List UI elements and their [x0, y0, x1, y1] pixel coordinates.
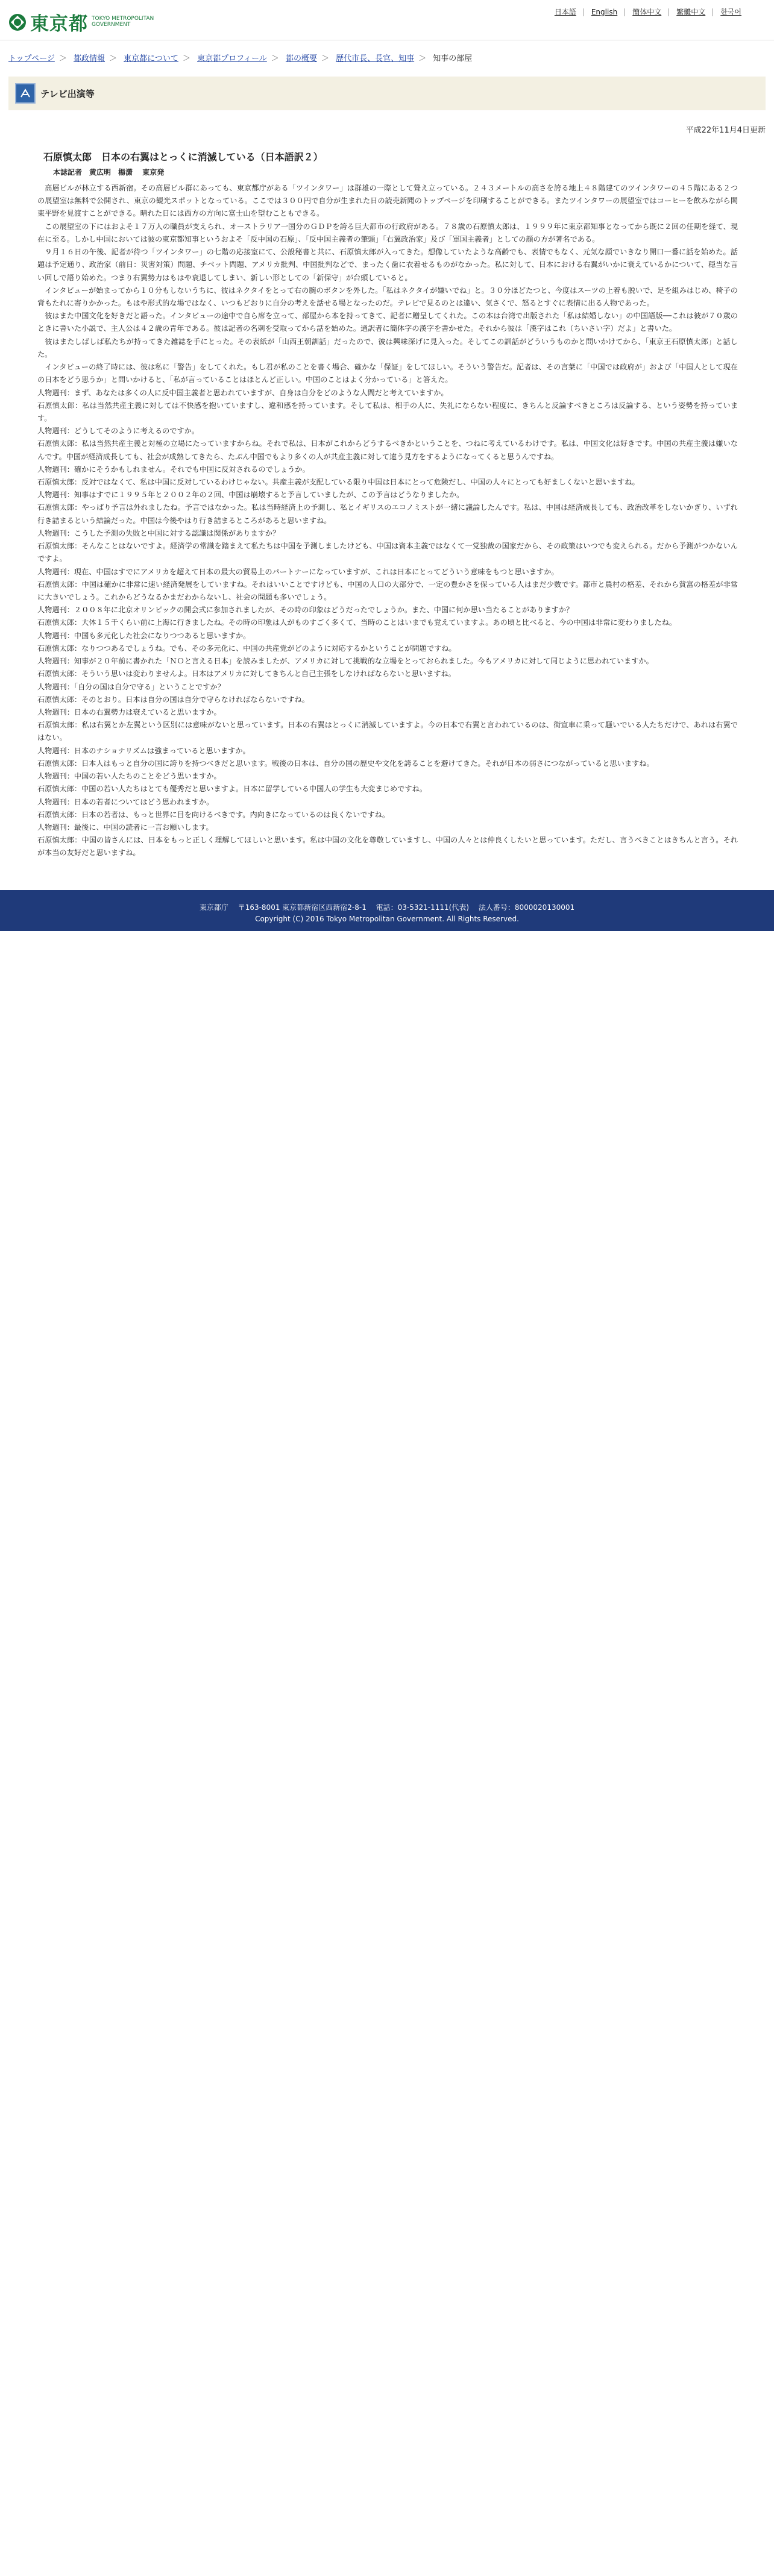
lang-link-korean[interactable]: 한국어 [720, 8, 741, 16]
article-byline-reporters: 本誌記者 黄広明 楊潇 [53, 168, 133, 177]
logo-text: 東京都 [30, 13, 88, 35]
site-footer [0, 890, 774, 931]
article-paragraph: 彼はまた中国文化を好きだと語った。インタビューの途中で自ら席を立って、部屋から本を持ってきて、記者に贈呈してくれた。この本は台湾で出版された「私は結婚しない」の中国語版──これは彼が７０歳のときに書いた小説で、主人公は４２歳の青年である。彼は記者の名刺を受取ってから話を始めた。通訳者に簡体字の漢字を書かせた。それから彼は「漢字はこれ（ちいさい字）だよ」と書いた。 [37, 312, 738, 333]
article-paragraph: ９月１６日の午後、記者が待つ「ツインタワー」の七階の応接室にて、公設秘書と共に、石原慎太郎が入ってきた。想像していたような高齢でも、表情でもなく、元気な顔でいきなり開口一番に話を始めた。話題は予定通り、政治家（前日：災害対策）問題、チベット問題、アメリカ批判、中国批判などで、まったく歯に衣着せるものがなかった。私に対して、日本における右翼がいかに衰えているかについて、穏当な言い回しで語り始めた。つまり右翼勢力はもはや衰退してしまい、新しい形としての「新保守」が台頭していると。 [37, 248, 738, 282]
article-paragraph: 人物週刊：「自分の国は自分で守る」ということですか？ [37, 682, 225, 691]
breadcrumb-item[interactable]: 都政情報 [74, 54, 105, 63]
tokyo-emblem-icon [8, 13, 27, 31]
breadcrumb-item[interactable]: 都の概要 [285, 54, 317, 63]
article-title: 石原慎太郎 日本の右翼はとっくに消滅している（日本語訳２） [43, 151, 323, 163]
article-paragraph: 人物週刊：確かにそうかもしれません。それでも中国に反対されるのでしょうか。 [37, 465, 310, 474]
footer-org: 東京都庁 [199, 903, 228, 912]
article-paragraph: 石原慎太郎：やっぱり予言は外れましたね。予言ではなかった。私は当時経済上の予測し、私とイギリスのエコノミストが一緒に議論したんです。私は、中国は経済成長しても、政治改革をしないかぎり、いずれ行き詰まるという結論だった。中国は今後やはり行き詰まるところがあると思いますね。 [37, 503, 738, 525]
article-paragraph: 人物週刊：日本のナショナリズムは強まっていると思いますか。 [37, 746, 250, 755]
article-paragraph: 石原慎太郎：中国の若い人たちはとても優秀だと思いますよ。日本に留学している中国人の学生も大変まじめですね。 [37, 785, 427, 794]
footer-copyright: Copyright (C) 2016 Tokyo Metropolitan Government. All Rights Reserved. [255, 914, 519, 923]
article-byline-location: 東京発 [142, 168, 165, 177]
section-title: テレビ出演等 [40, 88, 95, 99]
article [0, 142, 774, 878]
language-nav [547, 8, 749, 16]
article-paragraph: 人物週刊：こうした予測の失敗と中国に対する認識は関係がありますか？ [37, 528, 280, 537]
article-paragraph: 人物週刊：中国の若い人たちのことをどう思いますか。 [37, 772, 221, 781]
article-paragraph: インタビューが始まってから１０分もしないうちに、彼はネクタイをとって右の腕のボタンを外した。「私はネクタイが嫌いでね」と。３０分ほどたつと、今度はスーツの上着も脱いで、足を組みはじめ、椅子の背もたれに寄りかかった。もはや形式的な場ではなく、いつもどおりに自分の考えを話せる場となったのだ。テレビで見るのとは違い、気さくで、怒るとすぐに表情に出る人物であった。 [37, 286, 738, 307]
article-paragraph: 人物週刊：２００８年に北京オリンピックの開会式に参加されましたが、その時の印象はどうだったでしょうか。また、中国に何か思い当たることがありますか？ [37, 606, 574, 615]
logo-en-line2: GOVERNMENT [92, 21, 131, 28]
lang-link-japanese[interactable]: 日本語 [547, 8, 584, 16]
article-paragraph: 人物週刊：日本の若者についてはどう思われますか。 [37, 797, 214, 806]
breadcrumb-item[interactable]: トップページ [8, 54, 55, 63]
article-paragraph: 石原慎太郎：反対ではなくて、私は中国に反対しているわけじゃない。共産主義が支配している限り中国は日本にとって危険だし、中国の人々にとっても好ましくないと思いますね。 [37, 478, 640, 487]
lang-link-simplified-chinese[interactable]: 簡体中文 [625, 8, 669, 16]
breadcrumb: トップページ ＞ 都政情報 ＞ 東京都について ＞ 東京都プロフィール ＞ 都の概要 ＞ 歴代市長、長官、知事 ＞ 知事の部屋 [8, 54, 473, 63]
article-paragraph: 人物週刊：中国も多元化した社会になりつつあると思いますか。 [37, 631, 251, 640]
lang-link-traditional-chinese[interactable]: 繁體中文 [669, 8, 713, 16]
breadcrumb-item[interactable]: 歴代市長、長官、知事 [336, 54, 415, 63]
article-paragraph: 高層ビルが林立する西新宿。その高層ビル群にあっても、東京都庁がある「ツインタワー」は群雄の一際として聳え立っている。２４３メートルの高さを誇る地上４８階建てのツインタワーの４５階にある２つの展望室は無料で公開され、東京の観光スポットとなっている。ここでは３００円で自分が生まれた日の読売新聞のトップページを印刷することができる。またツインタワーの展望室ではコーヒーを飲みながら関東平野を見渡すことができる。晴れた日には西方の方向に富士山を望むこともできる。 [37, 184, 738, 218]
article-byline [53, 167, 738, 177]
article-paragraph: 人物週刊：どうしてそのように考えるのですか。 [37, 427, 200, 436]
article-paragraph: この展望室の下にはおよそ１７万人の職員が支えられ、オーストラリア一国分のＧＤＰを誇る巨大都市の行政府がある。７８歳の石原慎太郎は、１９９９年に東京都知事となってから既に２回の任期を経て、現在に至る。しかし中国においては彼の東京都知事というおよそ「反中国の石原」、「反中国主義者の筆頭」「右翼政治家」及び「軍国主義者」としての顔の方が著名である。 [37, 222, 738, 243]
update-date: 平成22年11月4日更新 [685, 126, 766, 135]
article-paragraph: 石原慎太郎：日本の若者は、もっと世界に目を向けるべきです。内向きになっているのは良くないですね。 [37, 810, 390, 819]
breadcrumb-item[interactable]: 東京都について [124, 54, 178, 63]
article-paragraph: 人物週刊：知事が２０年前に書かれた「ＮＯと言える日本」を読みましたが、アメリカに対して挑戦的な立場をとっておられました。今もアメリカに対して同じように思われていますか。 [37, 657, 653, 666]
article-paragraph: インタビューの終了時には、彼は私に「警告」をしてくれた。もし君が私のことを書く場合、確かな「保証」をしてほしい。そういう警告だ。記者は、その言葉に「中国では政府が」および「中国人として現在の日本をどう思うか」と問いかけると、「私が言っていることはほとんど正しい。中国のことはよく分かっている」と答えた。 [37, 363, 738, 384]
article-paragraph: 石原慎太郎：私は当然共産主義と対極の立場にたっていますからね。それで私は、日本がこれからどうするべきかということを、つねに考えているわけです。私は、中国文化は好きです。中国の共産主義は嫌いなんです。中国が経済成長しても、社会が成熟してきたら、たぶん中国でもより多くの人が共産主義に対して違う見方をするようになってくると思うんですね。 [37, 439, 738, 461]
article-paragraph: 石原慎太郎：大体１５千くらい前に上海に行きましたね。その時の印象は人がものすごく多くて、当時のことはいまでも覚えていますよ。あの頃と比べると、今の中国は非常に変わりましたね。 [37, 618, 677, 627]
site-header [0, 0, 774, 40]
article-paragraph: 人物週刊：日本の右翼勢力は衰えていると思いますか。 [37, 707, 221, 716]
tv-icon [15, 83, 36, 104]
article-paragraph: 石原慎太郎：そのとおり。日本は自分の国は自分で守らなければならないですね。 [37, 695, 309, 704]
article-paragraph: 人物週刊：最後に、中国の読者に一言お願いします。 [37, 823, 213, 832]
site-logo[interactable] [8, 8, 154, 36]
lang-link-english[interactable]: English [584, 8, 625, 16]
article-paragraph: 石原慎太郎：なりつつあるでしょうね。でも、その多元化に、中国の共産党がどのように対応するかということが問題ですね。 [37, 644, 456, 653]
article-body [37, 182, 738, 860]
footer-phone: 電話：03-5321-1111(代表) [376, 903, 470, 912]
footer-address: 〒163-8001 東京都新宿区西新宿2-8-1 [238, 903, 367, 912]
article-paragraph: 石原慎太郎：そういう思いは変わりませんよ。日本はアメリカに対してきちんと自己主張をしなければならないと思いますね。 [37, 669, 456, 678]
section-band [8, 77, 766, 110]
article-paragraph: 石原慎太郎：中国は確かに非常に速い経済発展をしていますね。それはいいことですけども、中国の人口の大部分で、一定の豊かさを保っている人はまだ少数です。都市と農村の格差、それから貧富の格差が非常に大きいでしょう。これからどうなるかまだわからないし、社会の問題も多いでしょう。 [37, 580, 738, 601]
article-paragraph: 彼はまたしばしば私たちが持ってきた雑誌を手にとった。その表紙が「山西王朝訓話」だったので、彼は興味深げに見入った。そしてこの訓話がどういうものかと問いかけてから、「東京王石原慎太郎」と話した。 [37, 337, 738, 359]
breadcrumb-item[interactable]: 東京都プロフィール [197, 54, 267, 63]
logo-en-line1: TOKYO METROPOLITAN [92, 15, 154, 22]
article-paragraph: 石原慎太郎：私は右翼とか左翼という区別には意味がないと思っています。日本の右翼はとっくに消滅していますよ。今の日本で右翼と言われているのは、街宣車に乗って騒いでいる人たちだけで、あれは右翼ではない。 [37, 721, 738, 742]
article-paragraph: 石原慎太郎：私は当然共産主義に対しては不快感を抱いていますし、違和感を持っています。そして私は、相手の人に、失礼にならない程度に、きちんと反論すべきところは反論する、という姿勢を持っています。 [37, 401, 738, 422]
article-paragraph: 人物週刊：知事はすでに１９９５年と２００２年の２回、中国は崩壊すると予言していましたが、この予言はどうなりましたか。 [37, 490, 464, 500]
article-paragraph: 石原慎太郎：そんなことはないですよ。経済学の常識を踏まえて私たちは中国を予測しましたけども、中国は資本主義ではなくて一党独裁の国家だから、その政策はいつでも変えられる。だから予測がつかないんですよ。 [37, 542, 738, 563]
article-paragraph: 石原慎太郎：日本人はもっと自分の国に誇りを持つべきだと思います。戦後の日本は、自分の国の歴史や文化を誇ることを避けてきた。それが日本の弱さにつながっていると思いますね。 [37, 759, 654, 768]
article-paragraph: 人物週刊：現在、中国はすでにアメリカを超えて日本の最大の貿易上のパートナーになっていますが、これは日本にとってどういう意味をもつと思いますか。 [37, 567, 559, 576]
article-paragraph: 石原慎太郎：中国の皆さんには、日本をもっと正しく理解してほしいと思います。私は中国の文化を尊敬していますし、中国の人々とは仲良くしたいと思っています。ただし、言うべきことはきちんと言う。それが本当の友好だと思いますね。 [37, 836, 738, 857]
breadcrumb-current: 知事の部屋 [433, 54, 473, 63]
article-paragraph: 人物週刊：まず、あなたは多くの人に反中国主義者と思われていますが、自身は自分をどのような人間だと考えていますか。 [37, 388, 448, 397]
footer-corp-number: 法人番号：8000020130001 [478, 903, 575, 912]
